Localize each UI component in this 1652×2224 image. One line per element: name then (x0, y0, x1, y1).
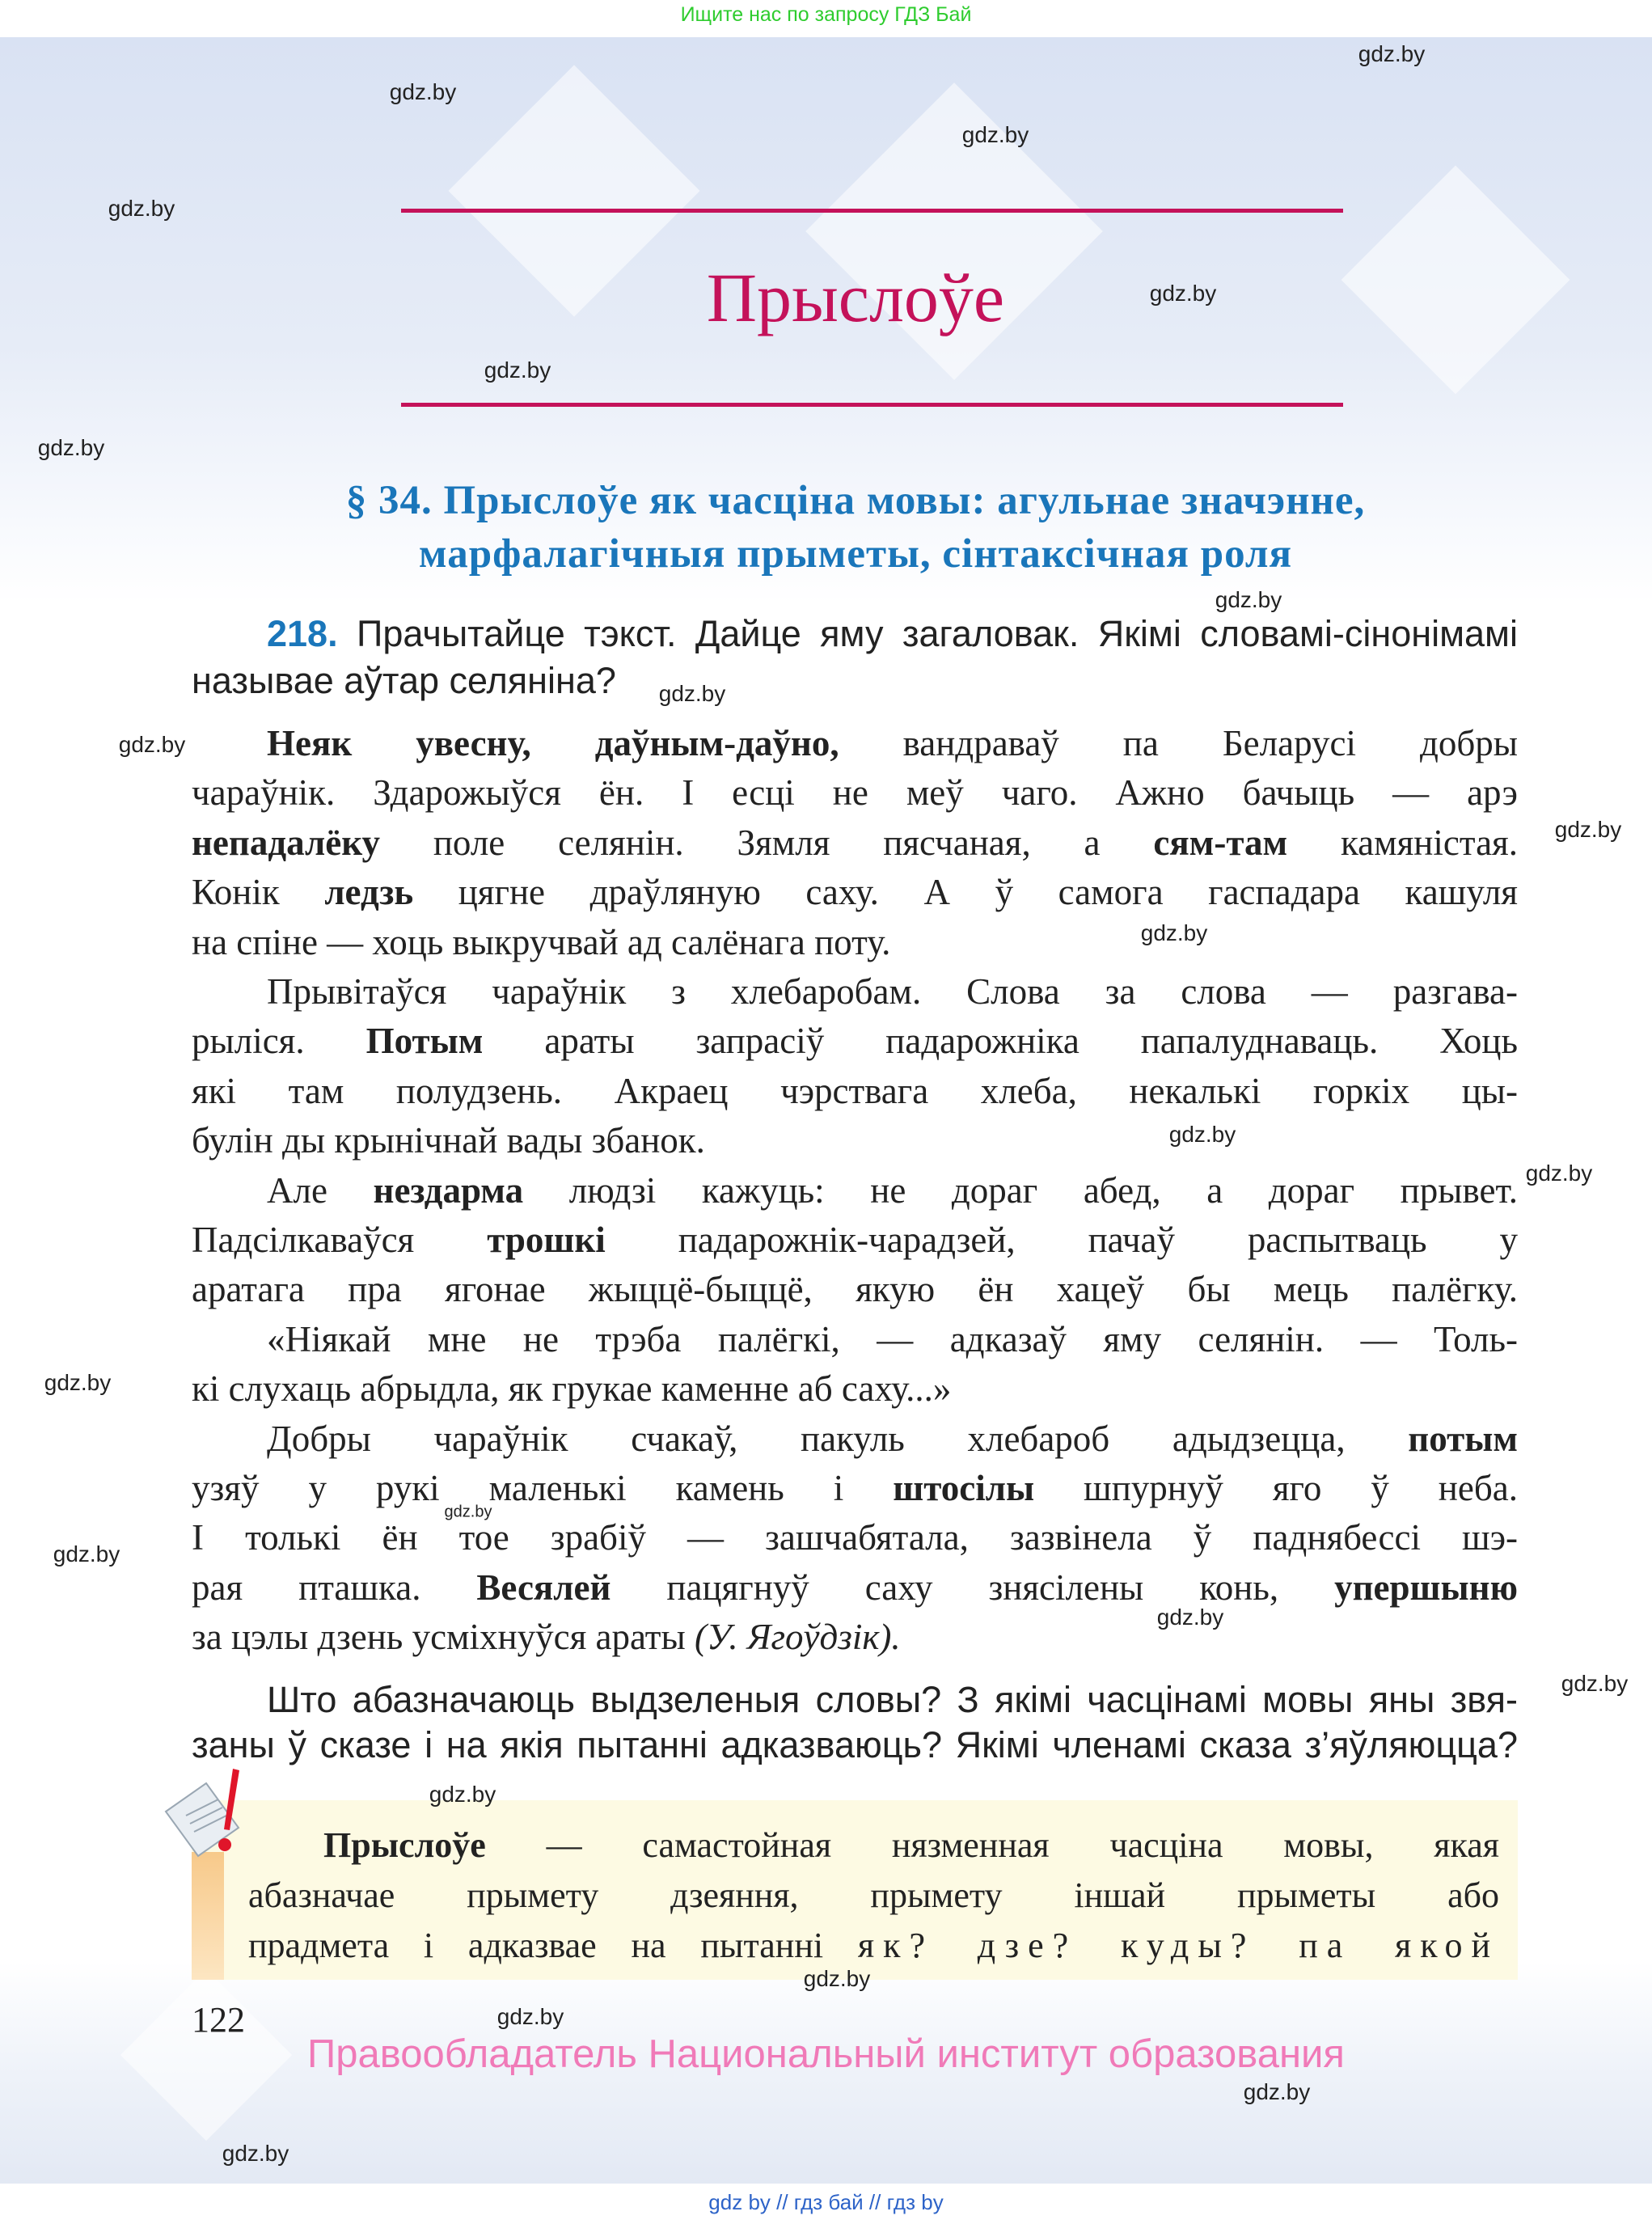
top-search-note[interactable]: Ищите нас по запросу ГДЗ Бай (680, 3, 972, 26)
story-line (267, 1414, 1518, 1463)
question-line-2: заны ў сказе і на якія пытанні адказваюць? Якімі членамі сказа з’яўляюцца? (192, 1724, 1518, 1765)
note-exclamation-icon (162, 1767, 267, 1864)
story-line (267, 719, 1518, 767)
watermark: gdz.by (37, 435, 105, 460)
story-text-segment: за цэлы дзень усміхнуўся араты (192, 1617, 695, 1657)
title-rule-top (401, 209, 1343, 213)
highlighted-word: трошкі (487, 1220, 606, 1260)
watermark: gdz.by (222, 2141, 289, 2166)
story-text-segment: рая пташка. (192, 1567, 477, 1608)
watermark: gdz.by (444, 1503, 492, 1521)
story-line (192, 1513, 1518, 1562)
highlighted-word: сям-там (1153, 822, 1288, 863)
story-text-segment: на спіне — хоць выкручвай ад салёнага поту. (192, 922, 891, 962)
definition-stripe (192, 1852, 224, 1980)
question-line-1: Што абазначаюць выдзеленыя словы? З якімі часцінамі мовы яны звя- (267, 1679, 1518, 1720)
title-rule-bottom (401, 403, 1343, 407)
story-text-segment: узяў у рукі маленькі камень і (192, 1468, 894, 1508)
story-text-segment: Конік (192, 872, 325, 912)
definition-text: прадмета і адказвае на пытанні (248, 1926, 858, 1965)
watermark: gdz.by (1561, 1671, 1629, 1696)
chapter-title: Прыслоўе (706, 259, 1005, 336)
task-text: Прачытайце тэкст. Дайце яму загаловак. Якімі словамі-сінонімамі (356, 613, 1518, 654)
story-text-segment: араты запрасіў падарожніка папалуднаваць. Хоць (483, 1021, 1518, 1061)
watermark: gdz.by (1243, 2079, 1311, 2104)
story-text-segment: які там полудзень. Акраец чэрствага хлеба, некалькі горкіх цы- (192, 1071, 1518, 1111)
definition-line-3 (248, 1922, 1499, 1970)
story-line (192, 1563, 1518, 1612)
definition-questions: як? дзе? куды? па якой (857, 1926, 1499, 1965)
copyright-footer: Правообладатель Национальный институт образования (307, 2032, 1345, 2076)
story-text-segment: «Ніякай мне не трэба палёгкі, — адказаў яму селянін. — Толь- (267, 1319, 1518, 1359)
story-text-segment: шпурнуў яго ў неба. (1034, 1468, 1518, 1508)
highlighted-word: штосілы (893, 1468, 1035, 1508)
watermark: gdz.by (803, 1966, 871, 1991)
watermark: gdz.by (1149, 281, 1217, 306)
definition-term: Прыслоўе (323, 1825, 486, 1865)
watermark: gdz.by (1525, 1161, 1593, 1186)
story-text-segment: Падсілкаваўся (192, 1220, 488, 1260)
watermark: gdz.by (961, 122, 1029, 147)
watermark: gdz.by (1140, 920, 1208, 945)
story-text-segment: падарожнік-чарадзей, пачаў распытваць у (605, 1220, 1518, 1260)
watermark: gdz.by (484, 357, 551, 383)
highlighted-word: непадалёку (192, 822, 380, 863)
story-text-segment: Але (267, 1170, 374, 1211)
watermark: gdz.by (44, 1370, 112, 1395)
watermark: gdz.by (429, 1782, 496, 1807)
bottom-links[interactable]: gdz by // гдз бай // гдз by (708, 2190, 944, 2214)
task-number: 218. (267, 613, 338, 654)
story-line (192, 818, 1518, 867)
story-text-segment: (У. Ягоўдзік). (694, 1617, 901, 1657)
watermark: gdz.by (1554, 817, 1622, 842)
highlighted-word: ледзь (324, 872, 414, 912)
story-line (267, 1315, 1518, 1364)
highlighted-word: потым (1408, 1419, 1518, 1459)
story-text-segment: цягне драўляную саху. А ў самога гаспадара кашуля (413, 872, 1518, 912)
task-line-2: называе аўтар селяніна? (192, 660, 616, 701)
story-line (192, 768, 1518, 817)
story-text-segment: І толькі ён тое зрабіў — зашчабятала, зазвінела ў паднябессі шэ- (192, 1517, 1518, 1558)
watermark: gdz.by (1215, 587, 1282, 612)
watermark: gdz.by (389, 79, 457, 104)
definition-line-2: абазначае прымету дзеяння, прымету іншай прыметы або (248, 1875, 1499, 1915)
story-text-segment: булін ды крынічнай вады збанок. (192, 1120, 705, 1161)
definition-text: — самастойная нязменная часціна мовы, якая (485, 1825, 1499, 1865)
story-text-segment: кі слухаць абрыдла, як грукае каменне аб саху...» (192, 1368, 952, 1409)
story-text-segment: поле селянін. Зямля пясчаная, а (380, 822, 1154, 863)
definition-line-1 (323, 1821, 1499, 1870)
story-line (192, 1067, 1518, 1115)
watermark: gdz.by (108, 196, 175, 221)
watermark: gdz.by (1168, 1122, 1236, 1147)
section-heading-line1: § 34. Прыслоўе як часціна мовы: агульнае значэнне, (345, 478, 1366, 523)
highlighted-word: Потым (365, 1021, 484, 1061)
story-line (267, 1166, 1518, 1215)
watermark: gdz.by (496, 2004, 564, 2029)
story-line (192, 918, 1518, 966)
story-text-segment: камяністая. (1287, 822, 1518, 863)
story-line (192, 1464, 1518, 1512)
highlighted-word: Весялей (476, 1567, 611, 1608)
story-line (192, 1017, 1518, 1065)
watermark: gdz.by (1358, 41, 1426, 66)
story-text-segment: пацягнуў саху знясілены конь, (611, 1567, 1335, 1608)
story-text-segment: аратага пра ягонае жыццё-быццё, якую ён хацеў бы мець палёгку. (192, 1269, 1518, 1309)
page-number: 122 (192, 2000, 245, 2040)
story-line (192, 1613, 1518, 1661)
story-line (192, 1216, 1518, 1264)
story-text-segment: людзі кажуць: не дораг абед, а дораг прывет. (523, 1170, 1518, 1211)
task-line-1 (267, 610, 1518, 658)
section-heading-line2: марфалагічныя прыметы, сінтаксічная роля (418, 531, 1293, 577)
story-text-segment: чараўнік. Здарожыўся ён. І есці не меў чаго. Ажно бачыць — арэ (192, 772, 1518, 813)
story-text-segment: рыліся. (192, 1021, 366, 1061)
story-text-segment: Добры чараўнік счакаў, пакуль хлебароб адыдзецца, (267, 1419, 1409, 1459)
watermark: gdz.by (658, 681, 726, 706)
highlighted-word: Неяк увесну, даўным-даўно, (267, 723, 839, 763)
story-line (267, 967, 1518, 1016)
story-text-segment: Прывітаўся чараўнік з хлебаробам. Слова за слова — разгава- (267, 971, 1518, 1012)
watermark: gdz.by (118, 732, 186, 757)
story-line (192, 1265, 1518, 1313)
story-line (192, 1364, 1518, 1413)
watermark: gdz.by (1156, 1605, 1224, 1630)
story-text-segment: вандраваў па Беларусі добры (839, 723, 1518, 763)
story-line (192, 868, 1518, 916)
watermark: gdz.by (53, 1541, 120, 1567)
highlighted-word: нездарма (373, 1170, 524, 1211)
highlighted-word: упершыню (1334, 1567, 1518, 1608)
story-line (192, 1116, 1518, 1165)
